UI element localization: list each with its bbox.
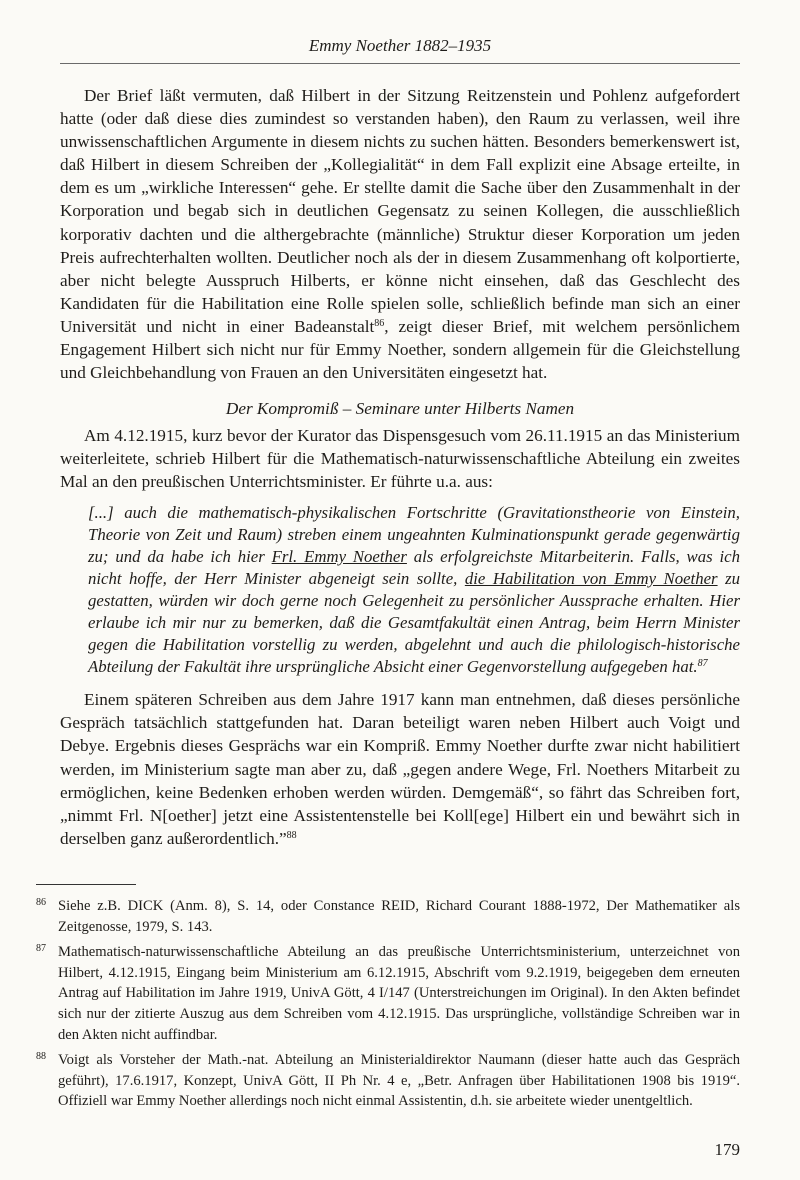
footnote-ref-87: 87 bbox=[697, 658, 708, 670]
quote-underline-2: die Habilitation von Emmy Noether bbox=[464, 568, 718, 588]
footnote-number: 86 bbox=[36, 897, 46, 908]
paragraph-1 bbox=[60, 84, 740, 384]
footnote-text: Siehe z.B. DICK (Anm. 8), S. 14, oder Constance REID, Richard Courant 1888-1972, Der Mathematiker als Zeitgenosse, 1979, S. 143. bbox=[58, 898, 740, 935]
quote-text-2: als erfolgreichste Mitarbeiterin. Falls, was ich nicht hoffe, der Herr Minister abgeneigt sein sollte, bbox=[88, 546, 741, 588]
footnotes bbox=[36, 896, 740, 1117]
paragraph-1-text-b: , zeigt dieser Brief, mit welchem persönlichem Engagement Hilbert sich nicht nur für Emmy Noether, sondern allgemein für die Gleichstellung und Gleichbehandlung von Frauen an den Universitäten eingesetzt hat. bbox=[60, 316, 740, 383]
paragraph-2: Am 4.12.1915, kurz bevor der Kurator das Dispensgesuch vom 26.11.1915 an das Ministerium weiterleitete, schrieb Hilbert für die Mathematisch-naturwissenschaftliche Abteilung ein zweites Mal an den preußischen Unterrichtsminister. Er führte u.a. aus: bbox=[60, 426, 740, 492]
footnote-88 bbox=[36, 1050, 740, 1112]
section-subheading: Der Kompromiß – Seminare unter Hilberts Namen bbox=[225, 399, 575, 419]
footnote-rule bbox=[36, 884, 136, 885]
footnote-number: 88 bbox=[36, 1051, 46, 1063]
page-number: 179 bbox=[714, 1140, 740, 1159]
paragraph-1-text-a: Der Brief läßt vermuten, daß Hilbert in der Sitzung Reitzenstein und Pohlenz aufgefordert hatte (oder daß diese dies zumindest so verstanden haben), den Raum zu verlassen, weil ihre unwissenschaftlichen Argumente in diesem nichts zu suchen hätten. Besonders bemerkenswert ist, daß Hilbert in diesem Schreiben der „Kollegialität“ in dem Fall explizit eine Absage erteilte, in dem es um „wirkliche Interessen“ gehe. Er stellte damit die Sache über den Zusammenhalt in der Korporation und begab sich in deutlichen Gegensatz zu seinen Kollegen, die ausschließlich korporativ dachten und die althergebrachte (männliche) Struktur dieser Korporation um jeden Preis aufrechterhalten wollten. Deutlicher noch als der in diesem Zusammenhang oft kolportierte, aber nicht belegte Ausspruch Hilberts, er könne nicht einsehen, daß das Geschlecht des Kandidaten für die Habilitation eine Rolle spielen solle, schließlich befinde man sich an einer Universität und nicht in einer Badeanstalt bbox=[60, 86, 740, 336]
paragraph-3-text: Einem späteren Schreiben aus dem Jahre 1917 kann man entnehmen, daß dieses persönliche Gespräch tatsächlich stattgefunden hat. Daran beteiligt waren neben Hilbert auch Voigt und Debye. Ergebnis dieses Gesprächs war ein Kompriß. Emmy Noether durfte zwar nicht habilitiert werden, im Ministerium sagte man aber zu, daß „gegen andere Wege, Frl. Noethers Mitarbeit zu ermöglichen, keine Bedenken erhoben werden würden. Demgemäß“, so fährt das Schreiben fort, „nimmt Frl. N[oether] jetzt eine Assistentenstelle bei Koll[ege] Hilbert ein und bewährt sich in derselben ganz außerordentlich.” bbox=[60, 690, 740, 848]
quote-underline-1: Frl. Emmy Noether bbox=[271, 546, 407, 566]
footnote-number: 87 bbox=[36, 943, 46, 955]
footnote-87 bbox=[36, 942, 740, 1045]
footnote-ref-86: 86 bbox=[374, 317, 385, 329]
footnote-ref-88: 88 bbox=[286, 829, 297, 841]
running-header: Emmy Noether 1882–1935 bbox=[308, 36, 492, 55]
quote-text-1: [...] auch die mathematisch-physikalischen Fortschritte (Gravitationstheorie von Einstein, Theorie von Zeit und Raum) streben einem ungeahnten Kulminationspunkt gerade gegenwärtig zu; und da habe ich hier bbox=[88, 502, 740, 566]
block-quote bbox=[88, 502, 740, 679]
header-rule bbox=[60, 63, 740, 64]
footnote-text: Voigt als Vorsteher der Math.-nat. Abteilung an Ministerialdirektor Naumann (dieser hatte auch das Gespräch geführt), 17.6.1917, Konzept, UnivA Gött, II Ph Nr. 4 e, „Betr. Anfragen über Habilitationen 1908 bis 1919“. Offiziell war Emmy Noether allerdings noch nicht einmal Assistentin, d.h. sie arbeitete wieder unentgeltlich. bbox=[58, 1052, 740, 1110]
quote-text-3: zu gestatten, würden wir doch gerne noch Gelegenheit zu persönlicher Aussprache erhalten. Hier erlaube ich mir nur zu bemerken, daß die Gesamtfakultät einen Antrag, beim Herrn Minister gegen die Habilitation vorstellig zu werden, abgelehnt und auch die philologisch-historische Abteilung der Fakultät ihre ursprüngliche Absicht einer Gegenvorstellung aufgegeben hat. bbox=[88, 568, 740, 677]
main-text bbox=[60, 84, 740, 850]
paragraph-3 bbox=[60, 688, 740, 850]
footnote-86 bbox=[36, 896, 740, 937]
footnote-text: Mathematisch-naturwissenschaftliche Abteilung an das preußische Unterrichtsministerium, unterzeichnet von Hilbert, 4.12.1915, Eingang beim Ministerium am 6.12.1915, Abschrift vom 9.2.1919, beigegeben dem erneuten Antrag auf Habilitation im Jahre 1919, UnivA Gött, 4 I/147 (Unterstreichungen im Original). In den Akten befindet sich nur der zitierte Auszug aus dem Schreiben vom 4.12.1915. Das ursprüngliche, vollständige Schreiben war in den Akten nicht auffindbar. bbox=[58, 944, 740, 1043]
